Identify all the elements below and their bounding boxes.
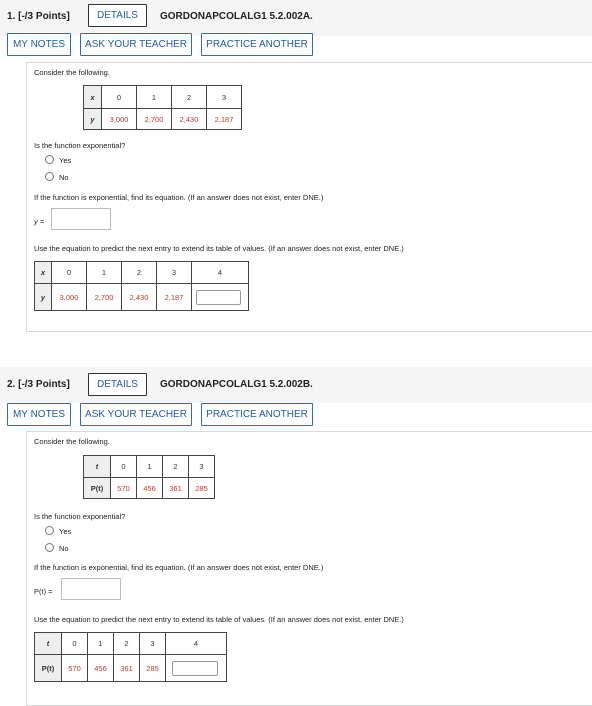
q1-equation-label: y = [34,217,45,226]
table-header-x: x [84,86,102,109]
q2-yes-label: Yes [59,527,72,536]
q1-predict-prompt: Use the equation to predict the next entry to extend its table of values. (If an answer does not exist, enter DNE.) [34,244,404,253]
q1-question-panel [26,62,592,332]
q1-practice-another-button[interactable]: PRACTICE ANOTHER [201,33,313,56]
q1-details-button[interactable]: DETAILS [88,4,147,27]
q2-yes-radio[interactable] [45,526,54,535]
table-header-p: P(t) [35,655,62,682]
q2-no-radio[interactable] [45,543,54,552]
table-cell: 0 [111,456,137,478]
table-row [35,284,249,311]
q2-details-button[interactable]: DETAILS [88,373,147,396]
table-row [35,655,227,682]
table-cell: 3 [140,633,166,655]
table-answer-cell [192,284,249,311]
table-cell: 2,187 [157,284,192,311]
q2-predict-prompt: Use the equation to predict the next entry to extend its table of values. (If an answer does not exist, enter DNE.) [34,615,404,624]
table-cell: 2 [114,633,140,655]
table-cell: 456 [137,478,163,499]
question-1-header [0,0,592,36]
table-cell: 3 [157,262,192,284]
table-cell: 0 [52,262,87,284]
table-cell: 1 [87,262,122,284]
q1-intro-text: Consider the following. [34,68,110,77]
table-cell: 2,700 [87,284,122,311]
table-cell: 3,000 [102,109,137,130]
table-cell: 456 [88,655,114,682]
table-cell: 1 [137,456,163,478]
q1-ask-teacher-button[interactable]: ASK YOUR TEACHER [80,33,192,56]
q2-exponential-question: Is the function exponential? [34,512,126,521]
q1-equation-input[interactable] [51,208,111,230]
q2-next-entry-input[interactable] [172,661,218,676]
table-row [84,109,242,130]
table-cell: 285 [189,478,215,499]
table-cell: 570 [62,655,88,682]
table-header-t: t [84,456,111,478]
table-row [35,262,249,284]
table-header-t: t [35,633,62,655]
q2-no-label: No [59,544,69,553]
q1-yes-radio[interactable] [45,155,54,164]
table-cell: 2,700 [137,109,172,130]
table-cell: 3 [207,86,242,109]
q2-assignment-code: GORDONAPCOLALG1 5.2.002B. [160,379,313,390]
table-header-x: x [35,262,52,284]
table-cell: 1 [137,86,172,109]
table-cell: 2 [163,456,189,478]
table-cell: 3 [189,456,215,478]
q1-exponential-question: Is the function exponential? [34,141,126,150]
q2-equation-prompt: If the function is exponential, find its equation. (If an answer does not exist, enter DNE.) [34,563,324,572]
table-cell: 0 [102,86,137,109]
table-cell: 3,000 [52,284,87,311]
q2-intro-text: Consider the following. [34,437,110,446]
table-header-y: y [35,284,52,311]
q2-ask-teacher-button[interactable]: ASK YOUR TEACHER [80,403,192,426]
question-2-header [0,367,592,403]
q2-question-panel [26,431,592,706]
table-cell: 4 [192,262,249,284]
q1-my-notes-button[interactable]: MY NOTES [7,33,71,56]
table-cell: 2,430 [172,109,207,130]
q1-next-entry-input[interactable] [196,290,241,305]
q1-assignment-code: GORDONAPCOLALG1 5.2.002A. [160,11,313,22]
table-row [84,478,215,499]
table-cell: 4 [166,633,227,655]
table-cell: 2 [122,262,157,284]
q2-practice-another-button[interactable]: PRACTICE ANOTHER [201,403,313,426]
table-row [84,86,242,109]
q1-yes-label: Yes [59,156,72,165]
q2-equation-input[interactable] [61,578,121,600]
q1-no-label: No [59,173,69,182]
table-cell: 361 [163,478,189,499]
q2-equation-label: P(t) = [34,587,53,596]
q1-equation-prompt: If the function is exponential, find its equation. (If an answer does not exist, enter DNE.) [34,193,324,202]
table-answer-cell [166,655,227,682]
table-cell: 1 [88,633,114,655]
table-cell: 2,430 [122,284,157,311]
table-cell: 570 [111,478,137,499]
q2-extend-table [34,632,227,682]
q2-points: 2. [-/3 Points] [7,379,70,390]
table-cell: 0 [62,633,88,655]
table-header-y: y [84,109,102,130]
q1-extend-table [34,261,249,311]
table-cell: 361 [114,655,140,682]
table-cell: 285 [140,655,166,682]
q1-no-radio[interactable] [45,172,54,181]
table-header-p: P(t) [84,478,111,499]
table-row [84,456,215,478]
table-cell: 2 [172,86,207,109]
q2-my-notes-button[interactable]: MY NOTES [7,403,71,426]
q1-values-table [83,85,242,130]
table-row [35,633,227,655]
q1-points: 1. [-/3 Points] [7,11,70,22]
q2-values-table [83,455,215,499]
table-cell: 2,187 [207,109,242,130]
